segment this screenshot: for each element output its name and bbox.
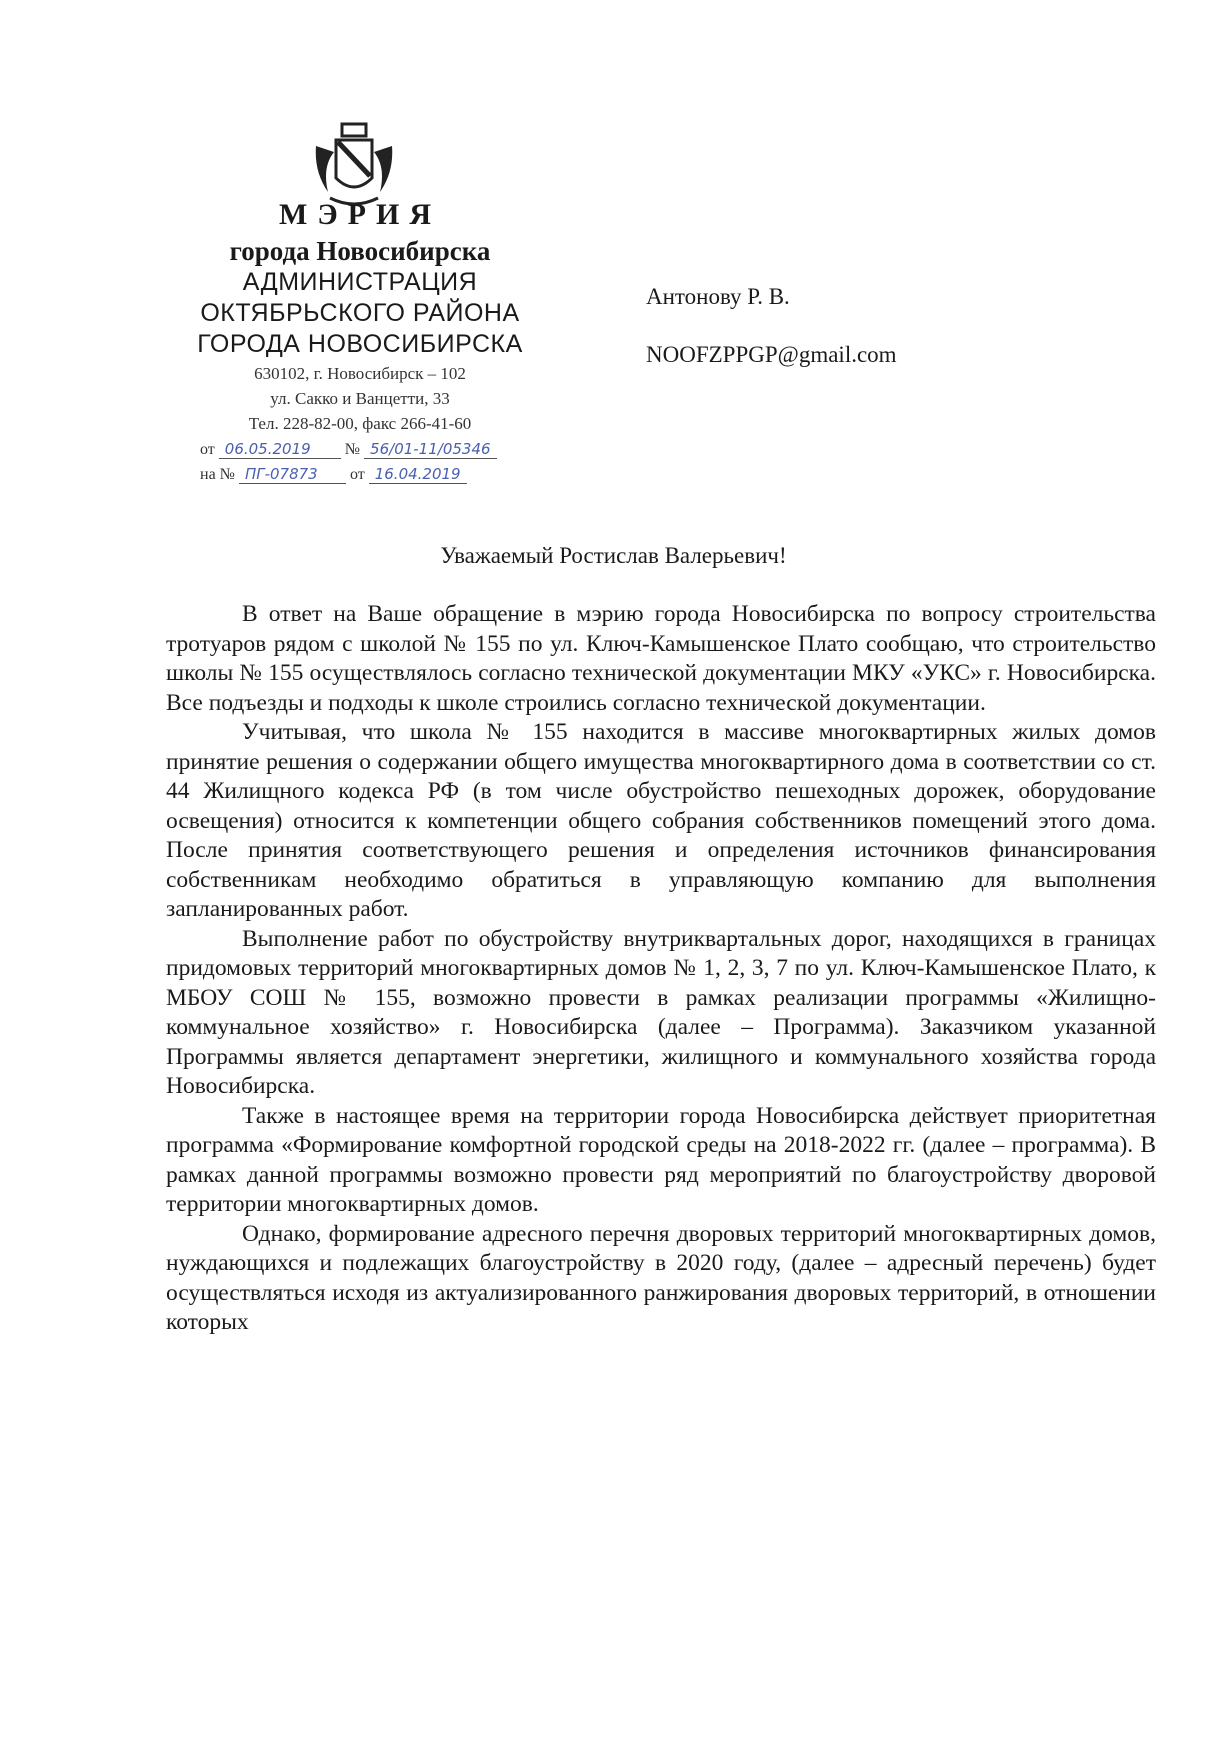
incoming-number: ПГ-07873 [239, 465, 346, 484]
phone-line: Тел. 228-82-00, факс 266-41-60 [248, 414, 472, 433]
admin-line-1: АДМИНИСТРАЦИЯ [242, 268, 478, 296]
paragraph: Также в настоящее время на территории города Новосибирска действует приоритетная программа «Формирование комфортной городской среды на 2018-2022 гг. (далее – программа). В рамках данной программы возможно провести ряд мероприятий по благоустройству дворовой территории многоквартирных домов. [166, 1102, 1156, 1217]
outgoing-ref [200, 440, 497, 459]
in-from-label: от [349, 466, 365, 483]
number-label: № [344, 441, 361, 458]
letter-body [166, 600, 1156, 1338]
incoming-ref [200, 465, 467, 484]
paragraph: Однако, формирование адресного перечня дворовых территорий многоквартирных домов, нуждающихся и подлежащих благоустройству в 2020 году, (далее – адресный перечень) будет осуществляться исходя из актуализированного ранжирования дворовых территорий, в отношении которых [166, 1220, 1156, 1335]
from-label: от [200, 441, 215, 458]
org-city: города Новосибирска [229, 236, 491, 266]
outgoing-date: 06.05.2019 [219, 440, 341, 459]
recipient-email: NOOFZPPGP@gmail.com [646, 342, 897, 367]
admin-line-2: ОКТЯБРЬСКОГО РАЙОНА [200, 299, 520, 327]
paragraph: В ответ на Ваше обращение в мэрию города Новосибирска по вопросу строительства тротуаров рядом с школой № 155 по ул. Ключ-Камышенское Плато сообщаю, что строительство школы № 155 осуществлялось согласно технической документации МКУ «УКС» г. Новосибирска. Все подъезды и подходы к школе строились согласно технической документации. [166, 601, 1156, 716]
org-title: МЭРИЯ [279, 198, 441, 231]
incoming-date: 16.04.2019 [369, 465, 467, 484]
address-line-2: ул. Сакко и Ванцетти, 33 [270, 389, 450, 408]
recipient-name: Антонову Р. В. [646, 284, 790, 309]
greeting: Уважаемый Ростислав Валерьевич! [440, 543, 787, 568]
address-line-1: 630102, г. Новосибирск – 102 [254, 364, 466, 383]
outgoing-number: 56/01-11/05346 [364, 440, 497, 459]
paragraph: Учитывая, что школа № 155 находится в массиве многоквартирных жилых домов принятие решения о содержании общего имущества многоквартирного дома в соответствии со ст. 44 Жилищного кодекса РФ (в том числе обустройство пешеходных дорожек, оборудование освещения) относится к компетенции общего собрания собственников помещений этого дома. После принятия соответствующего решения и определения источников финансирования собственникам необходимо обратиться в управляющую компанию для выполнения запланированных работ. [166, 719, 1156, 922]
paragraph: Выполнение работ по обустройству внутриквартальных дорог, находящихся в границах придомовых территорий многоквартирных домов № 1, 2, 3, 7 по ул. Ключ-Камышенское Плато, к МБОУ СОШ № 155, возможно провести в рамках реализации программы «Жилищно-коммунальное хозяйство» г. Новосибирска (далее – Программа). Заказчиком указанной Программы является департамент энергетики, жилищного и коммунального хозяйства города Новосибирска. [166, 925, 1156, 1099]
admin-line-3: ГОРОДА НОВОСИБИРСКА [197, 330, 523, 358]
in-number-label: на № [200, 466, 235, 483]
